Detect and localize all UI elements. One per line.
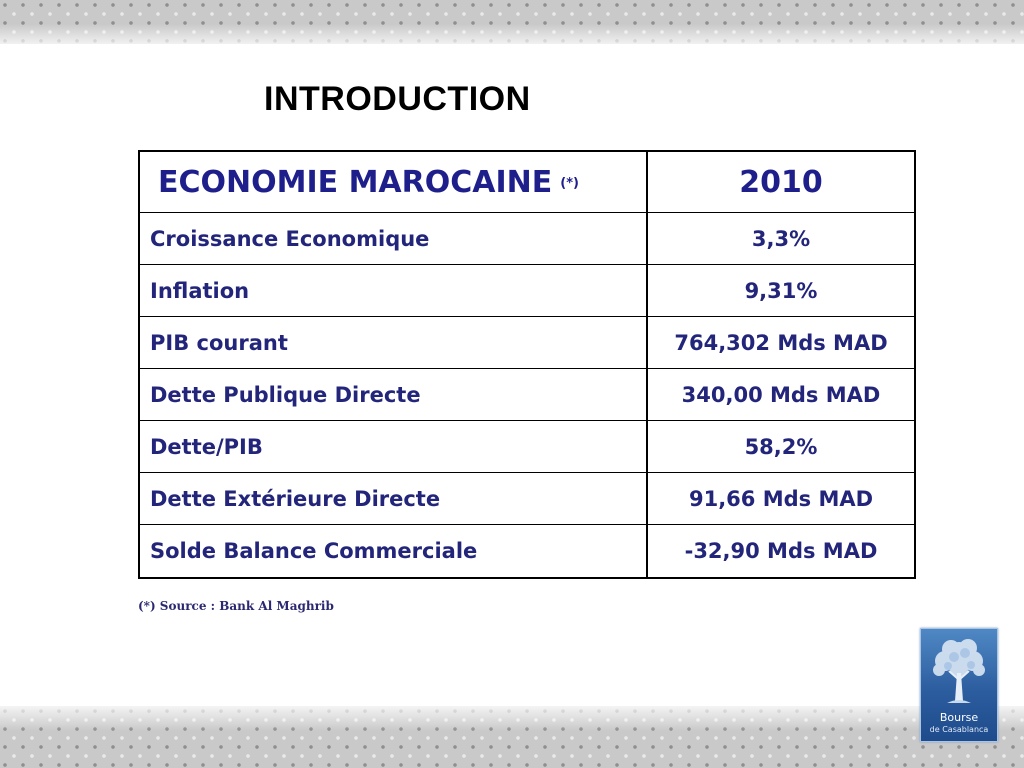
row-value: 764,302 Mds MAD <box>647 317 915 369</box>
row-label: Inflation <box>139 265 647 317</box>
row-value: -32,90 Mds MAD <box>647 525 915 579</box>
table-row <box>139 525 915 579</box>
row-value: 91,66 Mds MAD <box>647 473 915 525</box>
table-row <box>139 473 915 525</box>
row-label: Solde Balance Commerciale <box>139 525 647 579</box>
row-value: 3,3% <box>647 213 915 265</box>
table-row <box>139 213 915 265</box>
table-header-year: 2010 <box>647 151 915 213</box>
logo-text-bourse: Bourse <box>939 711 979 724</box>
row-label: Dette Extérieure Directe <box>139 473 647 525</box>
row-value: 58,2% <box>647 421 915 473</box>
bottom-decorative-band <box>0 706 1024 768</box>
table-row <box>139 369 915 421</box>
row-label: PIB courant <box>139 317 647 369</box>
header-label-text: ECONOMIE MAROCAINE <box>158 164 553 200</box>
table-row <box>139 421 915 473</box>
table-header-row <box>139 151 915 213</box>
slide-title: INTRODUCTION <box>264 80 531 118</box>
row-value: 9,31% <box>647 265 915 317</box>
bourse-casablanca-logo <box>920 628 998 742</box>
table-row <box>139 317 915 369</box>
table-header-label <box>139 151 647 213</box>
economy-table <box>138 150 916 579</box>
top-decorative-band <box>0 0 1024 44</box>
tree-icon <box>927 635 991 709</box>
logo-text-casablanca: de Casablanca <box>929 725 989 734</box>
row-label: Dette/PIB <box>139 421 647 473</box>
row-label: Dette Publique Directe <box>139 369 647 421</box>
footnote-mark: (*) <box>560 175 579 191</box>
source-note: (*) Source : Bank Al Maghrib <box>138 599 334 613</box>
row-value: 340,00 Mds MAD <box>647 369 915 421</box>
table-row <box>139 265 915 317</box>
row-label: Croissance Economique <box>139 213 647 265</box>
